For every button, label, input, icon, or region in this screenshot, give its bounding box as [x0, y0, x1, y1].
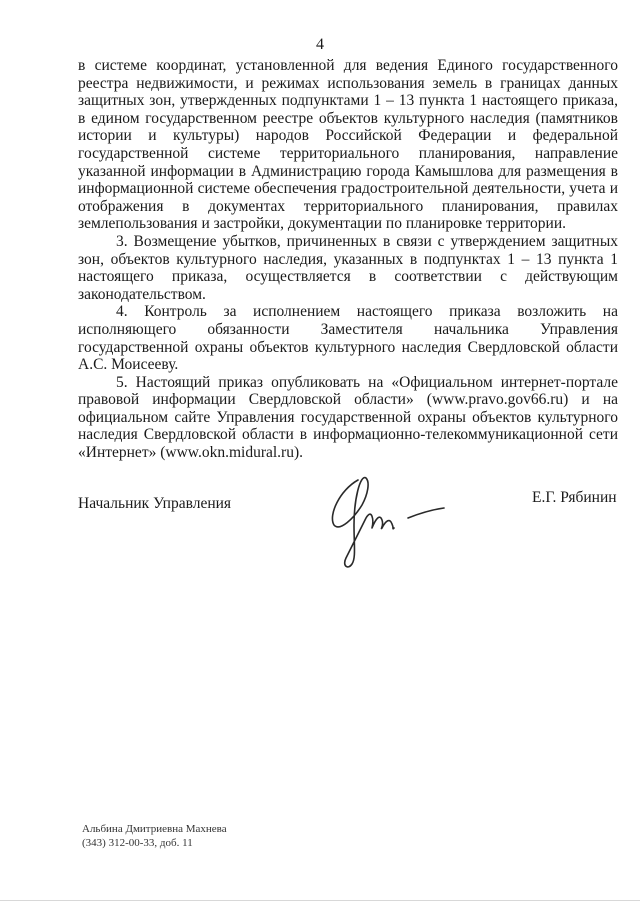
- handwritten-signature: [320, 470, 450, 570]
- page-bottom-edge: [0, 900, 640, 901]
- paragraph-continuation: в системе координат, установленной для ведения Единого государственного реестра недвижимости, и режимах использования земель в границах данных защитных зон, утвержденных подпунктами 1 – 13 пункта 1 настоящего приказа, в едином государственном реестре объектов культурного наследия (памятников истории и культуры) народов Российской Федерации и федеральной государственной системе территориального планирования, направление указанной информации в Администрацию города Камышлова для размещения в информационной системе обеспечения градостроительной деятельности, учета и отображения в документах территориального планирования, правилах землепользования и застройки, документации по планировке территории.: [78, 57, 618, 233]
- executor-name: Альбина Дмитриевна Махнева: [82, 823, 227, 835]
- page-number: 4: [316, 36, 324, 53]
- signatory-title: Начальник Управления: [78, 495, 232, 512]
- document-body: [78, 57, 618, 462]
- paragraph-3: 3. Возмещение убытков, причиненных в связи с утверждением защитных зон, объектов культурного наследия, указанных в подпунктах 1 – 13 пункта 1 настоящего приказа, осуществляется в соответствии с действующим законодательством.: [78, 232, 618, 303]
- signatory-name: Е.Г. Рябинин: [532, 489, 617, 506]
- paragraph-5: 5. Настоящий приказ опубликовать на «Официальном интернет-портале правовой информации Свердловской области» (www.pravo.gov66.ru) и на официальном сайте Управления государственной охраны объектов культурного наследия Свердловской области в информационно-телекоммуникационной сети «Интернет» (www.okn.midural.ru).: [78, 373, 618, 462]
- executor-phone: (343) 312-00-33, доб. 11: [82, 837, 193, 849]
- executor-info: [82, 822, 227, 850]
- paragraph-4: 4. Контроль за исполнением настоящего приказа возложить на исполняющего обязанности Заместителя начальника Управления государственной охраны объектов культурного наследия Свердловской области А.С. Моисееву.: [78, 303, 618, 374]
